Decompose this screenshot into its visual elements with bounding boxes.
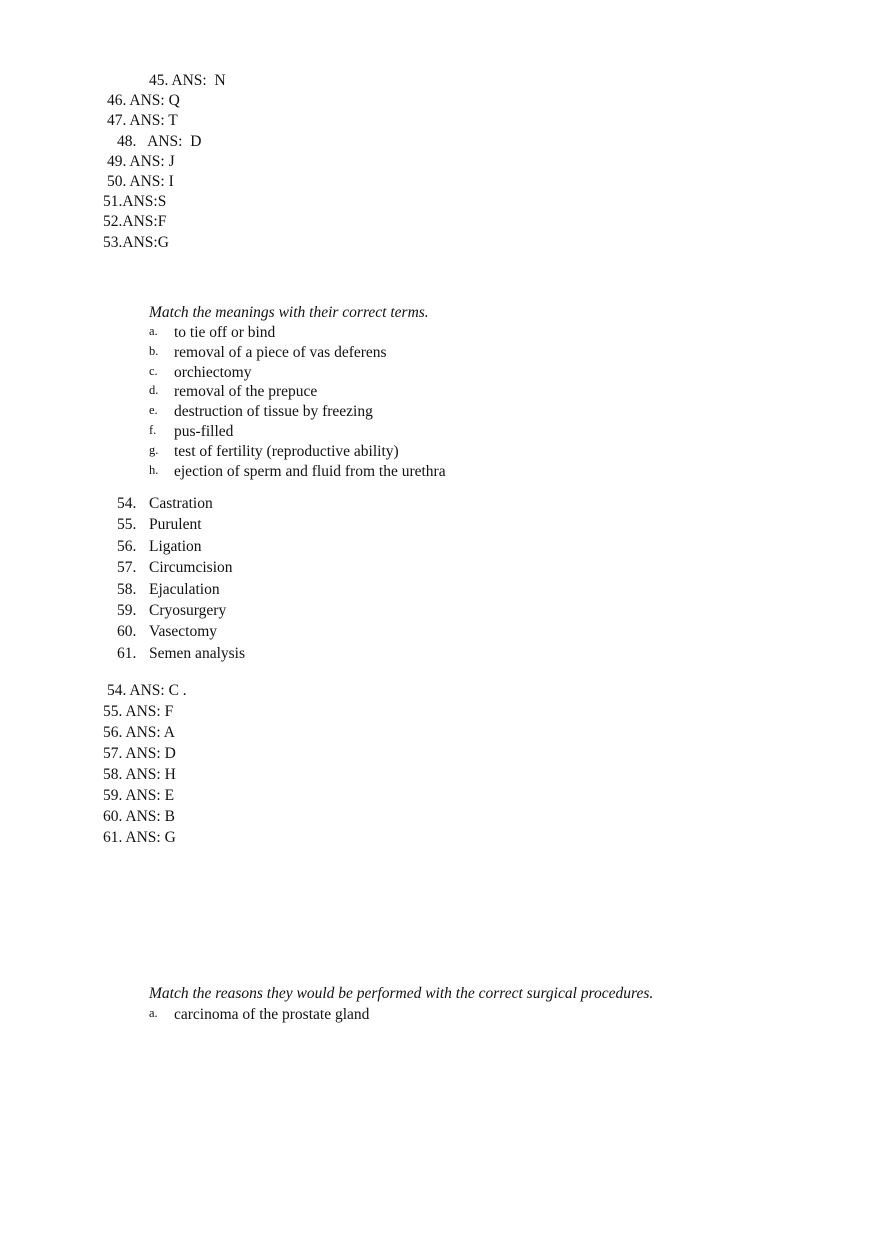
answer-line: 60. ANS: B (103, 808, 175, 825)
answer-line: 49. ANS: J (107, 152, 175, 170)
meaning-letter: g. (149, 442, 159, 457)
term-number: 56. (117, 537, 137, 555)
answer-line: 53.ANS:G (103, 233, 169, 251)
term-number: 61. (117, 644, 137, 662)
term-text: Ejaculation (149, 580, 220, 598)
meaning-text: removal of the prepuce (174, 383, 318, 401)
answer-line: 59. ANS: E (103, 787, 175, 804)
section-instruction: Match the meanings with their correct terms. (149, 304, 429, 321)
term-number: 57. (117, 559, 137, 577)
term-text: Semen analysis (149, 644, 245, 662)
answer-line: 61. ANS: G (103, 829, 176, 846)
reason-text: carcinoma of the prostate gland (174, 1006, 370, 1023)
term-number: 58. (117, 580, 137, 598)
term-number: 59. (117, 602, 137, 619)
answer-line: 54. ANS: C . (107, 682, 187, 699)
meaning-letter: b. (149, 343, 159, 358)
answer-line: 51.ANS:S (103, 193, 167, 211)
section-instruction: Match the reasons they would be performed with the correct surgical procedures. (149, 985, 654, 1002)
answer-line: 55. ANS: F (103, 703, 174, 720)
meaning-letter: c. (149, 363, 158, 378)
term-number: 60. (117, 623, 137, 641)
answer-line: 46. ANS: Q (107, 92, 180, 110)
answer-line: 47. ANS: T (107, 112, 178, 130)
term-text: Vasectomy (149, 623, 218, 641)
answer-line: 48. ANS: D (117, 132, 202, 150)
meaning-text: test of fertility (reproductive ability) (174, 442, 399, 460)
answer-line: 50. ANS: I (107, 173, 174, 190)
term-text: Circumcision (149, 559, 233, 577)
term-text: Purulent (149, 516, 202, 534)
term-number: 55. (117, 516, 137, 534)
meaning-text: removal of a piece of vas deferens (174, 343, 387, 361)
meaning-text: to tie off or bind (174, 324, 276, 341)
meaning-text: destruction of tissue by freezing (174, 403, 373, 421)
reason-letter: a. (149, 1006, 158, 1020)
meaning-letter: f. (149, 423, 157, 437)
answer-line: 56. ANS: A (103, 724, 175, 741)
term-text: Castration (149, 495, 213, 512)
meaning-letter: e. (149, 403, 158, 418)
meaning-letter: d. (149, 383, 159, 398)
meaning-text: orchiectomy (174, 363, 252, 381)
meaning-letter: h. (149, 462, 159, 477)
answer-line: 57. ANS: D (103, 745, 176, 762)
term-text: Cryosurgery (149, 602, 227, 619)
meaning-text: ejection of sperm and fluid from the urethra (174, 462, 446, 480)
meaning-letter: a. (149, 324, 158, 338)
meaning-text: pus-filled (174, 423, 234, 440)
answer-line: 52.ANS:F (103, 213, 167, 231)
answer-line: 58. ANS: H (103, 766, 176, 783)
term-text: Ligation (149, 537, 202, 555)
answer-line: 45. ANS: N (149, 72, 226, 89)
term-number: 54. (117, 495, 137, 512)
